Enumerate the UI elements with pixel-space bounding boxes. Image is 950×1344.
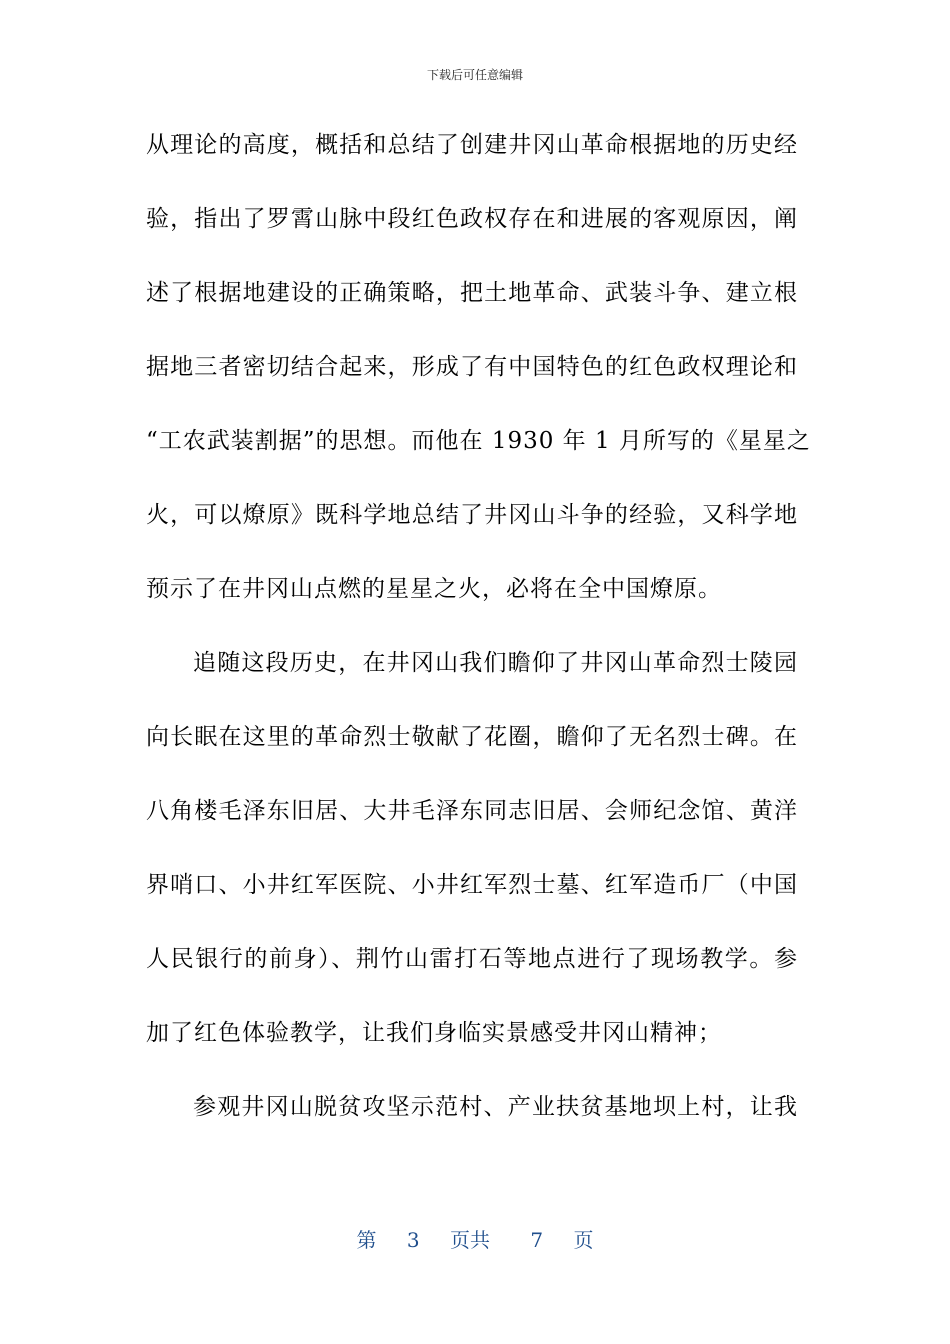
paragraph: [146, 122, 811, 640]
paragraph: [146, 1084, 798, 1158]
text-line: “工农武装割据”的思想。而他在 1930 年 1 月所写的《星星之: [146, 428, 811, 454]
text-line: 加了红色体验教学，让我们身临实景感受井冈山精神；: [146, 1020, 722, 1046]
text-line: 述了根据地建设的正确策略，把土地革命、武装斗争、建立根: [146, 280, 798, 306]
page-header: 下载后可任意编辑: [426, 68, 523, 82]
text-line: 追随这段历史，在井冈山我们瞻仰了井冈山革命烈士陵园: [193, 650, 798, 676]
text-line: 据地三者密切结合起来，形成了有中国特色的红色政权理论和: [146, 354, 798, 380]
total-page-number: 7: [530, 1228, 544, 1252]
text-line: 火，可以燎原》既科学地总结了井冈山斗争的经验，又科学地: [146, 502, 798, 528]
page-suffix: 页: [573, 1228, 594, 1252]
document-body: [146, 122, 811, 1158]
text-line: 从理论的高度，概括和总结了创建井冈山革命根据地的历史经: [146, 132, 798, 158]
page-footer: [0, 1224, 950, 1253]
text-line: 人民银行的前身）、荆竹山雷打石等地点进行了现场教学。参: [146, 946, 798, 972]
text-line: 界哨口、小井红军医院、小井红军烈士墓、红军造币厂（中国: [146, 872, 798, 898]
page-middle: 页共: [450, 1228, 490, 1252]
page-prefix: 第: [356, 1228, 377, 1252]
text-line: 八角楼毛泽东旧居、大井毛泽东同志旧居、会师纪念馆、黄洋: [146, 798, 798, 824]
text-line: 向长眠在这里的革命烈士敬献了花圈，瞻仰了无名烈士碑。在: [146, 724, 798, 750]
text-line: 参观井冈山脱贫攻坚示范村、产业扶贫基地坝上村，让我: [193, 1094, 798, 1120]
current-page-number: 3: [406, 1228, 420, 1252]
paragraph: [146, 640, 798, 1084]
text-line: 验，指出了罗霄山脉中段红色政权存在和进展的客观原因，阐: [146, 206, 798, 232]
text-line: 预示了在井冈山点燃的星星之火，必将在全中国燎原。: [146, 576, 722, 602]
